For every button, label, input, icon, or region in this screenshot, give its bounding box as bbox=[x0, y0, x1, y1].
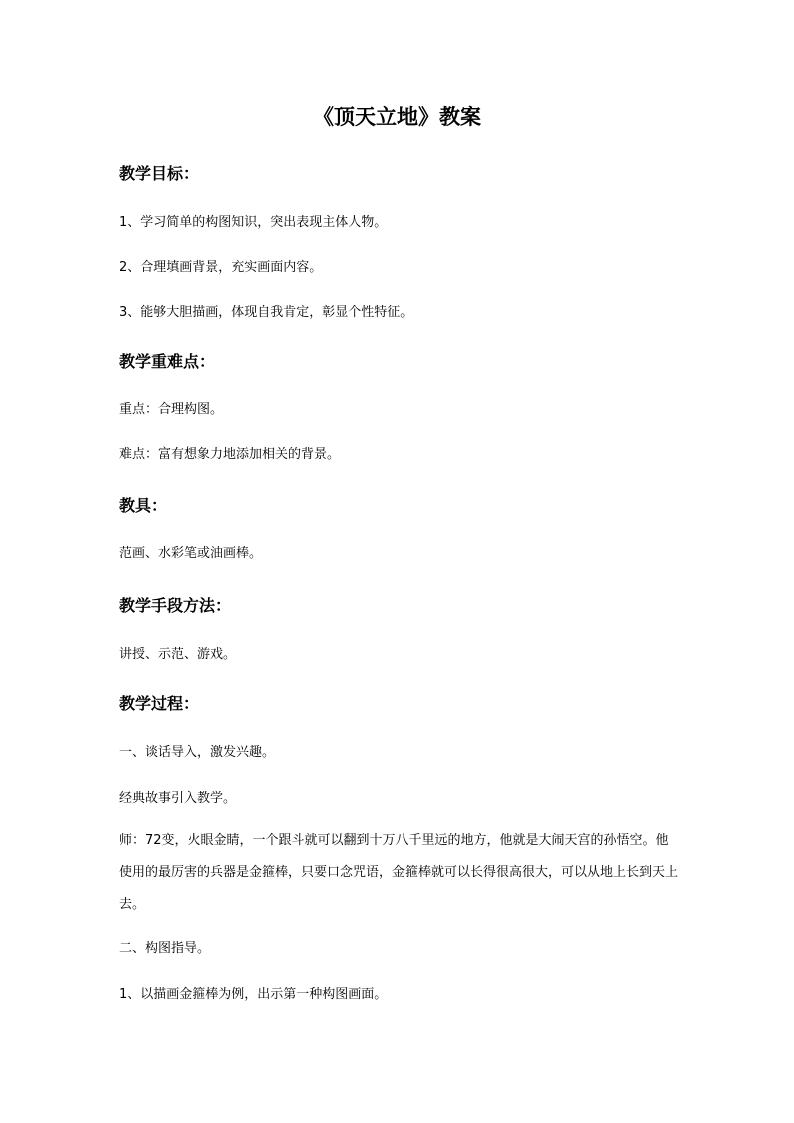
process-step-2: 二、构图指导。 bbox=[119, 941, 211, 956]
section-heading-methods: 教学手段方法： bbox=[119, 596, 232, 615]
section-heading-key-points: 教学重难点： bbox=[119, 352, 216, 371]
section-heading-objectives: 教学目标： bbox=[119, 164, 200, 183]
teacher-narration-paragraph: 师：72变，火眼金睛，一个跟斗就可以翻到十万八千里远的地方，他就是大闹天宫的孙悟空。他使用的最厉害的兵器是金箍棒，只要口念咒语，金箍棒就可以长得很高很大，可以从地上长到天上去。 bbox=[119, 833, 679, 912]
objective-line-1: 1、学习简单的构图知识，突出表现主体人物。 bbox=[119, 215, 388, 230]
objective-line-2: 2、合理填画背景，充实画面内容。 bbox=[119, 260, 323, 275]
section-heading-process: 教学过程： bbox=[119, 694, 200, 713]
section-heading-teaching-aids: 教具： bbox=[119, 496, 168, 515]
methods-line: 讲授、示范、游戏。 bbox=[119, 647, 237, 662]
process-step-1: 一、谈话导入，激发兴趣。 bbox=[119, 745, 276, 760]
difficulty-line: 难点：富有想象力地添加相关的背景。 bbox=[119, 447, 341, 462]
key-point-line: 重点：合理构图。 bbox=[119, 402, 224, 417]
teaching-aids-line: 范画、水彩笔或油画棒。 bbox=[119, 546, 263, 561]
composition-line-1: 1、以描画金箍棒为例，出示第一种构图画面。 bbox=[119, 987, 388, 1002]
process-intro-line: 经典故事引入教学。 bbox=[119, 791, 237, 806]
objective-line-3: 3、能够大胆描画，体现自我肯定，彰显个性特征。 bbox=[119, 305, 414, 320]
document-title: 《顶天立地》教案 bbox=[313, 104, 481, 129]
